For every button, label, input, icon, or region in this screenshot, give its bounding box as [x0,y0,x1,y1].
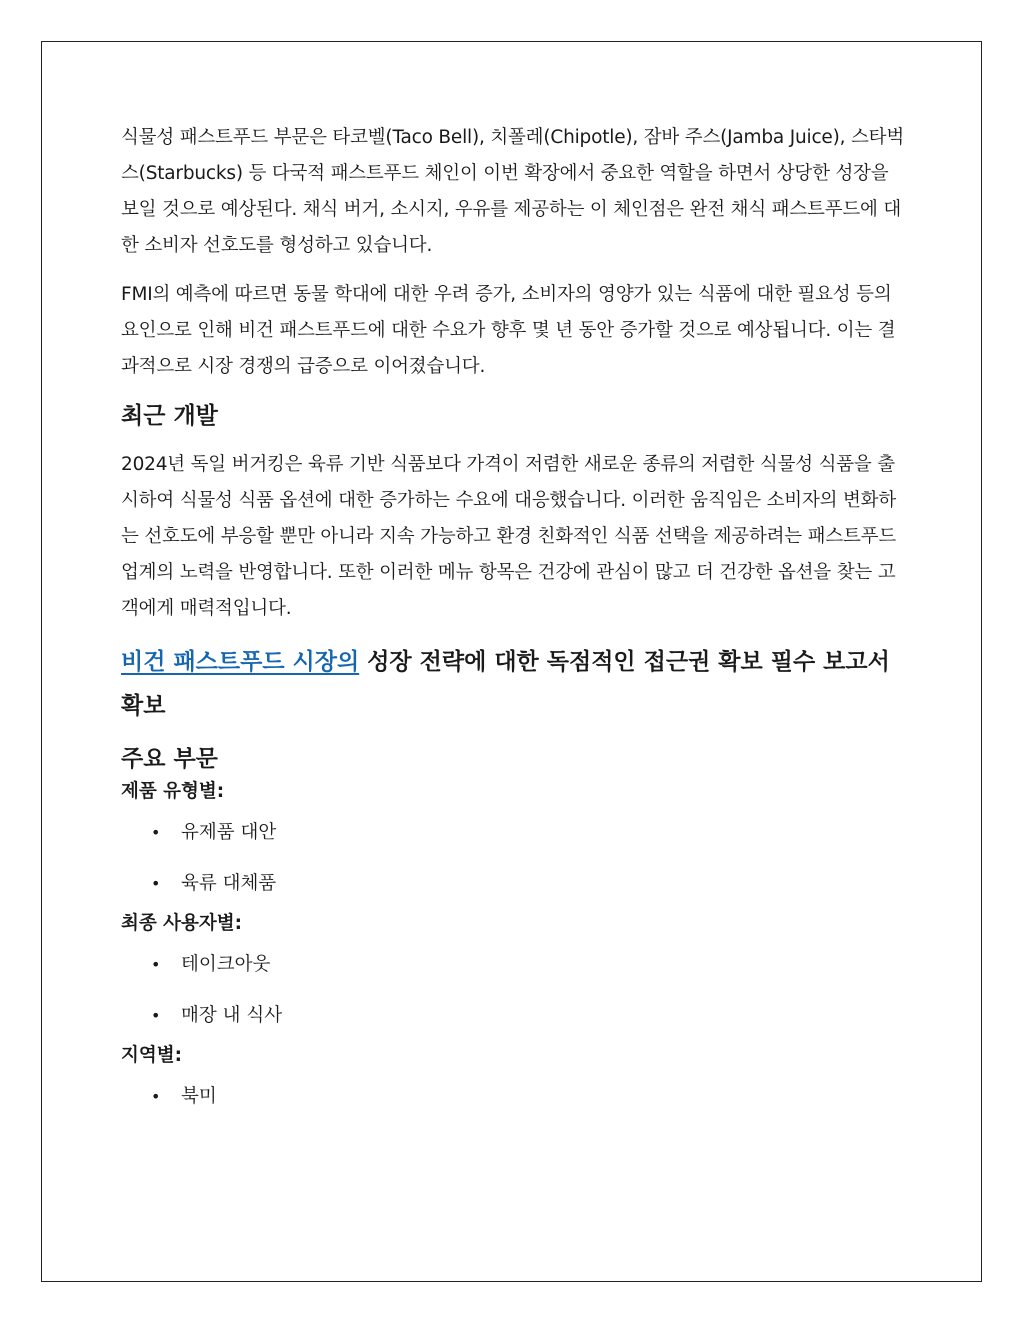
segment-group-title: 최종 사용자별: [121,913,243,934]
segment-list [121,1071,911,1122]
list-item [121,807,911,858]
bullet-icon: • [151,1006,161,1025]
list-item-label: 유제품 대안 [181,822,277,843]
list-item-label: 육류 대체품 [181,873,277,894]
recent-developments-paragraph: 2024년 독일 버거킹은 육류 기반 식품보다 가격이 저렴한 새로운 종류의 저렴한 식물성 식품을 출시하여 식물성 식품 옵션에 대한 증가하는 수요에 대응했습니다. 이러한 움직임은 소비자의 변화하는 선호도에 부응할 뿐만 아니라 지속 가능하고 환경 친화적인 식품 선택을 제공하려는 패스트푸드 업계의 노력을 반영합니다. 또한 이러한 메뉴 항목은 건강에 관심이 많고 더 건강한 옵션을 찾는 고객에게 매력적입니다. [121,454,897,619]
segment-group-title: 지역별: [121,1045,183,1066]
bullet-icon: • [151,1087,161,1106]
segment-group-title: 제품 유형별: [121,781,225,802]
bullet-icon: • [151,823,161,842]
list-item-label: 북미 [181,1086,217,1107]
segment-group-product-type [121,777,911,909]
list-item [121,939,911,990]
list-item [121,990,911,1041]
bullet-icon: • [151,874,161,893]
segment-list [121,939,911,1041]
list-item [121,1071,911,1122]
bullet-icon: • [151,955,161,974]
report-promo-heading [121,640,911,728]
intro-paragraph: 식물성 패스트푸드 부문은 타코벨(Taco Bell), 치폴레(Chipotle), 잠바 주스(Jamba Juice), 스타벅스(Starbucks) 등 다국적 패스트푸드 체인이 이번 확장에서 중요한 역할을 하면서 상당한 성장을 보일 것으로 예상된다. 채식 버거, 소시지, 우유를 제공하는 이 체인점은 완전 채식 패스트푸드에 대한 소비자 선호도를 형성하고 있습니다. [121,127,904,256]
segment-group-end-user [121,909,911,1041]
list-item-label: 테이크아웃 [181,954,271,975]
recent-developments-heading: 최근 개발 [121,403,218,429]
segment-list [121,807,911,909]
list-item-label: 매장 내 식사 [181,1005,283,1026]
report-link[interactable]: 비건 패스트푸드 시장의 [121,649,360,675]
segment-group-region [121,1041,911,1122]
forecast-paragraph: FMI의 예측에 따르면 동물 학대에 대한 우려 증가, 소비자의 영양가 있는 식품에 대한 필요성 등의 요인으로 인해 비건 패스트푸드에 대한 수요가 향후 몇 년 동안 증가할 것으로 예상됩니다. 이는 결과적으로 시장 경쟁의 급증으로 이어졌습니다. [121,284,896,377]
list-item [121,858,911,909]
key-segments-heading: 주요 부문 [121,746,218,772]
report-promo-text: 성장 전략에 대한 독점적인 접근권 확보 필수 보고서 확보 [121,649,890,719]
document-content [121,120,911,1122]
